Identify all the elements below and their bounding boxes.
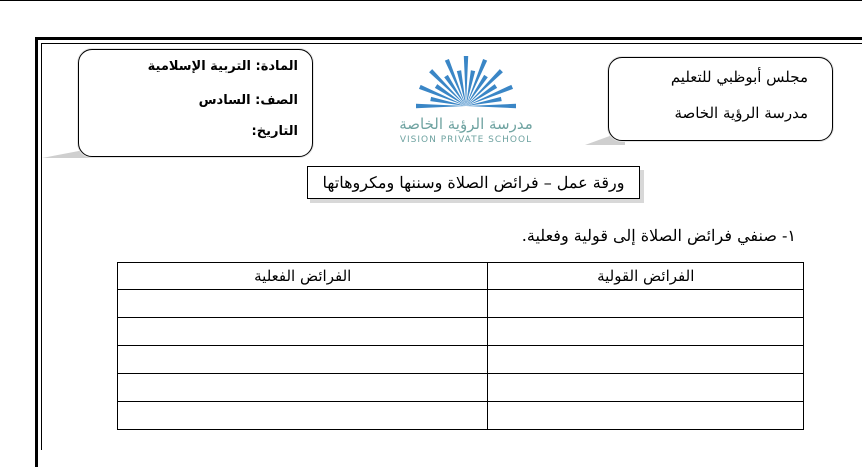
top-rule bbox=[0, 0, 862, 1]
date-label: التاريخ: bbox=[251, 124, 298, 139]
table-header-row bbox=[118, 263, 804, 290]
grade-label: الصف: bbox=[255, 93, 298, 108]
table-row bbox=[118, 290, 804, 318]
subject-line bbox=[148, 59, 298, 74]
table-row bbox=[118, 346, 804, 374]
header-verbal-obligations: الفرائض القولية bbox=[488, 263, 804, 290]
table-row bbox=[118, 318, 804, 346]
answer-cell-actual[interactable] bbox=[118, 402, 488, 430]
school-logo bbox=[368, 44, 568, 154]
page-inner-border-left bbox=[41, 43, 42, 450]
table-row bbox=[118, 402, 804, 430]
answer-cell-actual[interactable] bbox=[118, 346, 488, 374]
logo-english-text: VISION PRIVATE SCHOOL bbox=[399, 135, 533, 145]
question-1: ١- صنفي فرائض الصلاة إلى قولية وفعلية. bbox=[521, 226, 796, 245]
worksheet-title: ورقة عمل – فرائض الصلاة وسننها ومكروهاتها bbox=[322, 173, 625, 192]
school-name: مدرسة الرؤية الخاصة bbox=[674, 104, 808, 122]
date-line bbox=[252, 124, 298, 139]
student-info-box bbox=[78, 49, 313, 157]
answer-cell-actual[interactable] bbox=[118, 318, 488, 346]
answer-cell-verbal[interactable] bbox=[488, 318, 804, 346]
logo-sunburst-icon bbox=[416, 56, 516, 108]
grade-value: السادس bbox=[198, 93, 251, 108]
school-info-box bbox=[608, 57, 833, 141]
answer-cell-actual[interactable] bbox=[118, 374, 488, 402]
subject-label: المادة: bbox=[255, 59, 298, 74]
answer-cell-verbal[interactable] bbox=[488, 346, 804, 374]
answer-cell-actual[interactable] bbox=[118, 290, 488, 318]
answer-cell-verbal[interactable] bbox=[488, 402, 804, 430]
answer-cell-verbal[interactable] bbox=[488, 290, 804, 318]
subject-value: التربية الإسلامية bbox=[147, 59, 251, 74]
classification-table bbox=[117, 262, 804, 430]
council-name: مجلس أبوظبي للتعليم bbox=[670, 68, 808, 86]
logo-arabic-text: مدرسة الرؤية الخاصة bbox=[399, 115, 533, 133]
header-actual-obligations: الفرائض الفعلية bbox=[118, 263, 488, 290]
answer-cell-verbal[interactable] bbox=[488, 374, 804, 402]
table-row bbox=[118, 374, 804, 402]
grade-line bbox=[199, 93, 298, 108]
worksheet-title-box bbox=[307, 166, 640, 199]
